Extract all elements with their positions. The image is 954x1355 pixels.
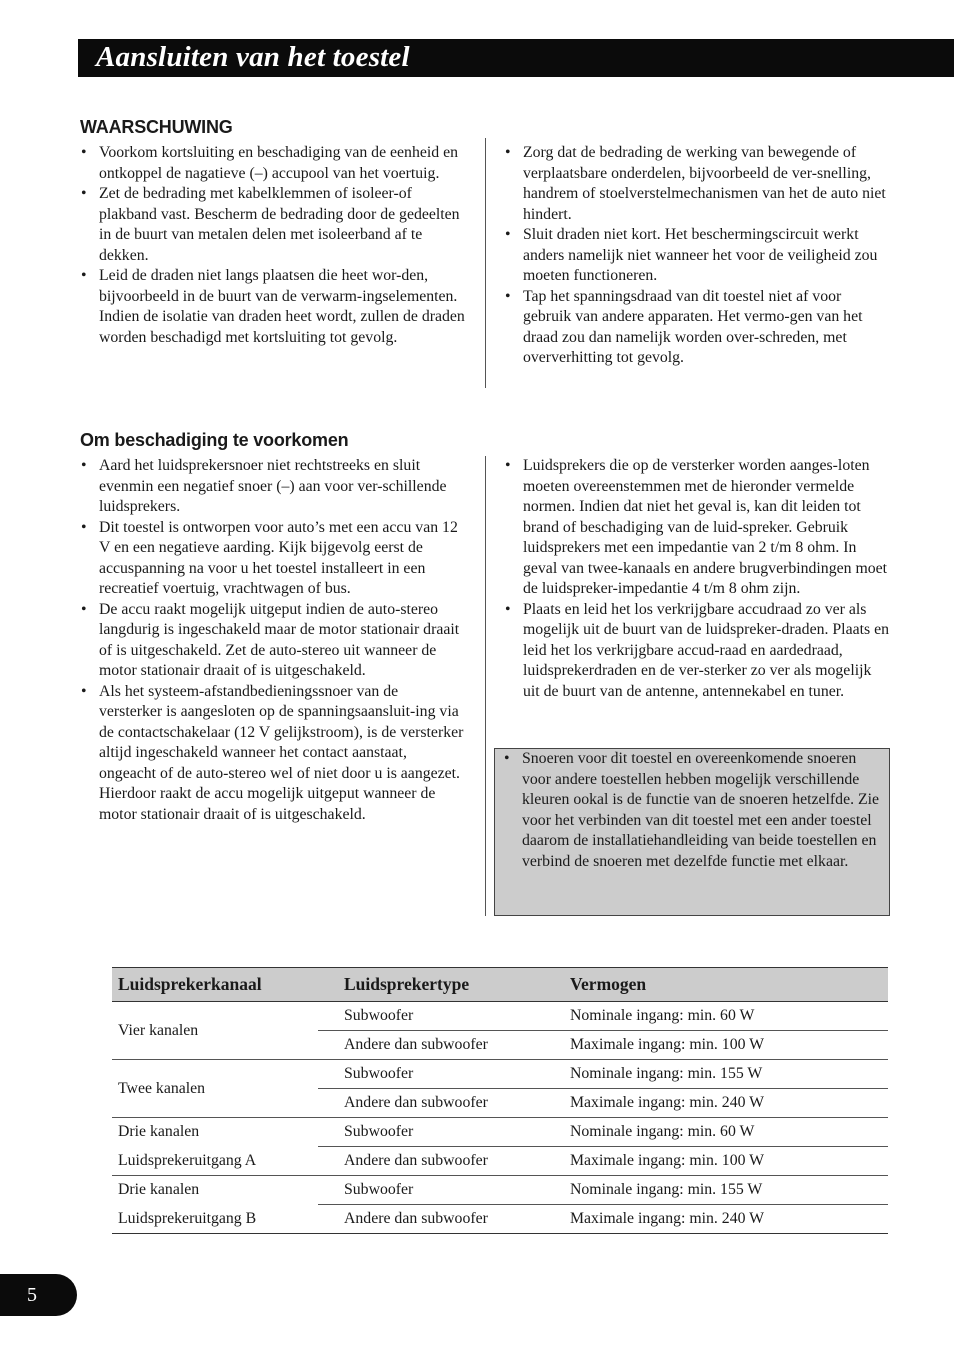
header-type: Luidsprekertype xyxy=(318,968,564,1002)
list-item: • Tap het spanningsdraad van dit toestel niet af voor gebruik van andere apparaten. Het vermo-gen van het draad zou dan namelijk worden over-schreden, met oververhitting tot gevolg. xyxy=(504,287,890,369)
channel-cell: Vier kanalen xyxy=(112,1002,318,1060)
table-row xyxy=(112,1176,888,1205)
column-divider xyxy=(485,138,486,388)
power-cell: Maximale ingang: min. 100 W xyxy=(564,1147,888,1176)
warning-right-column xyxy=(504,143,890,369)
speaker-spec-table xyxy=(112,967,888,1234)
list-item: • Luidsprekers die op de versterker worden aanges-loten moeten overeenstemmen met de hieronder vermelde normen. Indien dat niet het geval is, kan dit leiden tot brand of beschadiging van de luid-spreker. Gebruik luidsprekers met een impedantie van 2 t/m 8 ohm. In geval van twee-kanaals en andere brugverbindingen moet de luidspreker-impedantie 4 t/m 8 ohm zijn. xyxy=(504,456,890,600)
list-item: • Dit toestel is ontworpen voor auto’s met een accu van 12 V en een negatieve aarding. Kijk bijgevolg eerst de accuspanning na voor u het toestel installeert in een recreatief voertuig, vrachtwagen of bus. xyxy=(80,518,465,600)
power-cell: Nominale ingang: min. 155 W xyxy=(564,1176,888,1205)
list-item: • Leid de draden niet langs plaatsen die heet wor-den, bijvoorbeeld in de buurt van de verwarm-ingselementen. Indien de isolatie van draden heet wordt, zullen de draden worden beschadigd met kortsluiting tot gevolg. xyxy=(80,266,465,348)
type-cell: Andere dan subwoofer xyxy=(318,1031,564,1060)
page-title: Aansluiten van het toestel xyxy=(96,41,410,73)
power-cell: Maximale ingang: min. 240 W xyxy=(564,1089,888,1118)
prevent-left-list xyxy=(80,456,465,825)
list-item: • Zorg dat de bedrading de werking van bewegende of verplaatsbare onderdelen, bijvoorbeeld de ver-snelling, handrem of stoelverstelmechanismen van het de auto niet hindert. xyxy=(504,143,890,225)
prevent-heading: Om beschadiging te voorkomen xyxy=(80,430,349,450)
highlighted-note-box xyxy=(494,748,890,916)
channel-cell: Drie kanalen xyxy=(112,1176,318,1205)
power-cell: Nominale ingang: min. 60 W xyxy=(564,1002,888,1031)
list-item: • Aard het luidsprekersnoer niet rechtstreeks en sluit evenmin een negatief snoer (–) aan voor ver-schillende luidsprekers. xyxy=(80,456,465,518)
type-cell: Subwoofer xyxy=(318,1060,564,1089)
channel-cell: Twee kanalen xyxy=(112,1060,318,1118)
list-item: • Sluit draden niet kort. Het beschermingscircuit werkt anders namelijk niet wanneer het voor de veiligheid zou moeten functioneren. xyxy=(504,225,890,287)
power-cell: Maximale ingang: min. 240 W xyxy=(564,1205,888,1234)
type-cell: Andere dan subwoofer xyxy=(318,1089,564,1118)
warning-left-column xyxy=(80,143,465,348)
prevent-left-column xyxy=(80,456,465,825)
title-bar xyxy=(78,39,954,77)
column-divider xyxy=(485,456,486,916)
header-power: Vermogen xyxy=(564,968,888,1002)
list-item: • De accu raakt mogelijk uitgeput indien de auto-stereo langdurig is ingeschakeld maar de motor stationair draait of is uitgeschakeld. Zet de auto-stereo uit wanneer de motor stationair draait of is uitgeschakeld. xyxy=(80,600,465,682)
table-row xyxy=(112,1060,888,1089)
prevent-right-list xyxy=(504,456,890,702)
warning-left-list xyxy=(80,143,465,348)
power-cell: Nominale ingang: min. 60 W xyxy=(564,1118,888,1147)
list-item: • Plaats en leid het los verkrijgbare accudraad zo ver als mogelijk uit de buurt van de luidspreker-draden. Plaats en leid het los verkrijgbare accud-raad en aardedraad, luidsprekerdraden en de ver-sterker zo ver als mogelijk uit de buurt van de antenne, antennekabel en tuner. xyxy=(504,600,890,703)
highlighted-note-list xyxy=(503,749,887,872)
power-cell: Maximale ingang: min. 100 W xyxy=(564,1031,888,1060)
table-row xyxy=(112,1002,888,1031)
page-number-tab xyxy=(0,1274,77,1316)
power-cell: Nominale ingang: min. 155 W xyxy=(564,1060,888,1089)
prevent-right-column xyxy=(504,456,890,702)
type-cell: Subwoofer xyxy=(318,1002,564,1031)
type-cell: Subwoofer xyxy=(318,1176,564,1205)
header-channel: Luidsprekerkanaal xyxy=(112,968,318,1002)
warning-right-list xyxy=(504,143,890,369)
list-item: • Zet de bedrading met kabelklemmen of isoleer-of plakband vast. Bescherm de bedrading door de gedeelten in de buurt van metalen delen met isoleerband af te dekken. xyxy=(80,184,465,266)
channel-cell: Drie kanalen xyxy=(112,1118,318,1147)
type-cell: Andere dan subwoofer xyxy=(318,1205,564,1234)
channel-cell: Luidsprekeruitgang A xyxy=(118,1151,257,1169)
page-number: 5 xyxy=(27,1284,37,1306)
type-cell: Andere dan subwoofer xyxy=(318,1147,564,1176)
table-row xyxy=(112,1118,888,1147)
list-item: • Snoeren voor dit toestel en overeenkomende snoeren voor andere toestellen hebben mogelijk verschillende kleuren ookal is de functie van de snoeren hetzelfde. Zie voor het verbinden van dit toestel met een ander toestel daarom de installatiehandleiding van beide toestellen en verbind de snoeren met dezelfde functie met elkaar. xyxy=(503,749,887,872)
table-row xyxy=(112,1205,888,1234)
warning-heading: WAARSCHUWING xyxy=(80,117,233,137)
channel-cell: Luidsprekeruitgang B xyxy=(112,1205,318,1234)
table-row xyxy=(112,1147,888,1176)
table-header-row xyxy=(112,968,888,1002)
list-item: • Voorkom kortsluiting en beschadiging van de eenheid en ontkoppel de nagatieve (–) accupool van het voertuig. xyxy=(80,143,465,184)
type-cell: Subwoofer xyxy=(318,1118,564,1147)
list-item: • Als het systeem-afstandbedieningssnoer van de versterker is aangesloten op de spanningsaansluit-ing via de contactschakelaar (12 V gelijkstroom), is de versterker altijd ingeschakeld wanneer het contact aanstaat, ongeacht of de auto-stereo wel of niet door u is aangezet. Hierdoor raakt de accu mogelijk uitgeput wanneer de motor stationair draait of is uitgeschakeld. xyxy=(80,682,465,826)
